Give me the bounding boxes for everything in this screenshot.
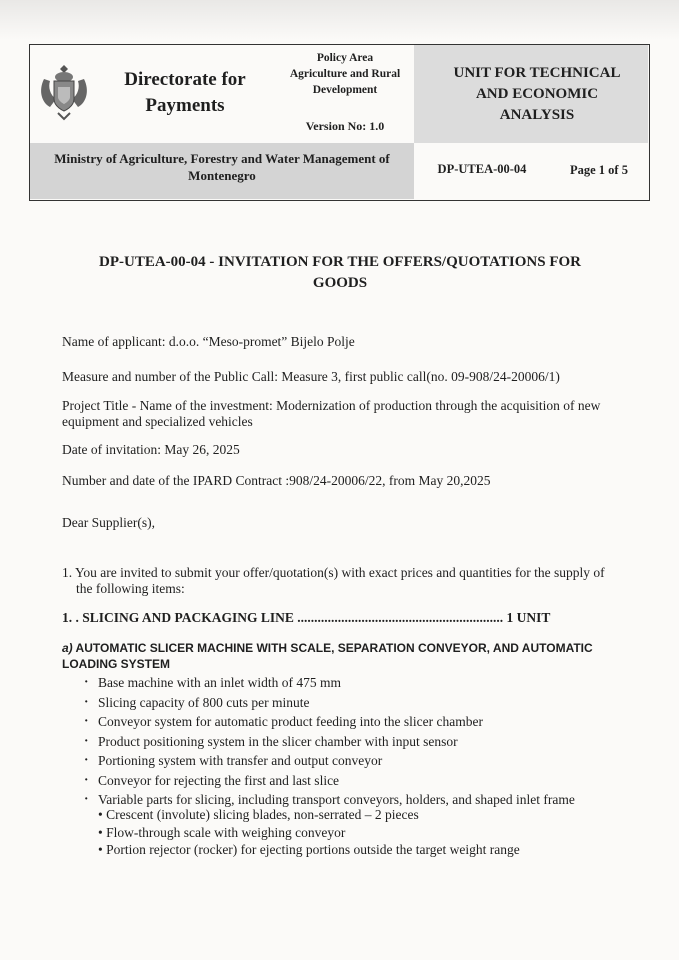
ministry-cell — [30, 143, 414, 199]
list-item: · Conveyor system for automatic product feeding into the slicer chamber — [82, 712, 612, 732]
list-item: · Portioning system with transfer and output conveyor — [82, 751, 612, 771]
sub-list-item: • Portion rejector (rocker) for ejecting portions outside the target weight range — [98, 841, 608, 859]
page-number-cell: Page 1 of 5 — [570, 163, 628, 177]
date-field: Date of invitation: May 26, 2025 — [62, 442, 240, 457]
unit-line: AND ECONOMIC — [475, 86, 599, 102]
salutation: Dear Supplier(s), — [62, 515, 155, 530]
list-item: · Slicing capacity of 800 cuts per minute — [82, 693, 612, 713]
policy-area-line: Development — [312, 84, 378, 96]
unit-line: UNIT FOR TECHNICAL — [453, 65, 621, 81]
invitation-item-1: 1. You are invited to submit your offer/quotation(s) with exact prices and quantities for the supply of the following items: — [62, 565, 605, 596]
variable-parts-list — [98, 806, 608, 859]
list-item: · Product positioning system in the slicer chamber with input sensor — [82, 732, 612, 752]
applicant-field: Name of applicant: d.o.o. “Meso-promet” Bijelo Polje — [62, 334, 355, 349]
sub-list-item: • Flow-through scale with weighing conveyor — [98, 824, 608, 842]
measure-field: Measure and number of the Public Call: Measure 3, first public call(no. 09-908/24-20006/1) — [62, 369, 560, 384]
coat-of-arms-icon — [36, 59, 92, 123]
document-title — [70, 252, 610, 294]
ministry-line: Montenegro — [188, 168, 256, 183]
specification-list — [82, 673, 612, 810]
document-code-cell: DP-UTEA-00-04 — [437, 162, 527, 176]
sub-list-item: • Crescent (involute) slicing blades, non-serrated – 2 pieces — [98, 806, 608, 824]
policy-area-line: Policy Area — [316, 52, 374, 64]
project-title-field: Project Title - Name of the investment: Modernization of production through the acquisition of new equipment and specialized vehicles — [62, 398, 601, 429]
subsection-text: AUTOMATIC SLICER MACHINE WITH SCALE, SEPARATION CONVEYOR, AND AUTOMATIC LOADING SYSTEM — [62, 641, 593, 671]
list-item: · Conveyor for rejecting the first and last slice — [82, 771, 612, 791]
unit-cell — [414, 45, 648, 143]
directorate-cell — [30, 45, 276, 143]
directorate-title: Directorate for Payments — [124, 69, 246, 116]
version-cell: Version No: 1.0 — [305, 119, 385, 133]
list-item: · Variable parts for slicing, including transport conveyors, holders, and shaped inlet frame — [82, 790, 612, 810]
subsection-label: a) — [62, 641, 73, 655]
contract-field: Number and date of the IPARD Contract :908/24-20006/22, from May 20,2025 — [62, 473, 491, 488]
policy-area-cell — [276, 45, 414, 111]
document-header-table — [29, 44, 650, 201]
subsection-heading — [62, 640, 602, 672]
title-line: DP-UTEA-00-04 - INVITATION FOR THE OFFERS/QUOTATIONS FOR — [99, 254, 581, 270]
ministry-line: Ministry of Agriculture, Forestry and Water Management of — [54, 151, 390, 166]
section-heading: 1. . SLICING AND PACKAGING LINE ............................................................. 1 UNIT — [62, 610, 551, 625]
list-item: · Base machine with an inlet width of 475 mm — [82, 673, 612, 693]
scan-shadow — [0, 0, 679, 40]
policy-area-line: Agriculture and Rural — [289, 68, 401, 80]
title-line: GOODS — [312, 275, 368, 291]
unit-line: ANALYSIS — [499, 107, 575, 123]
